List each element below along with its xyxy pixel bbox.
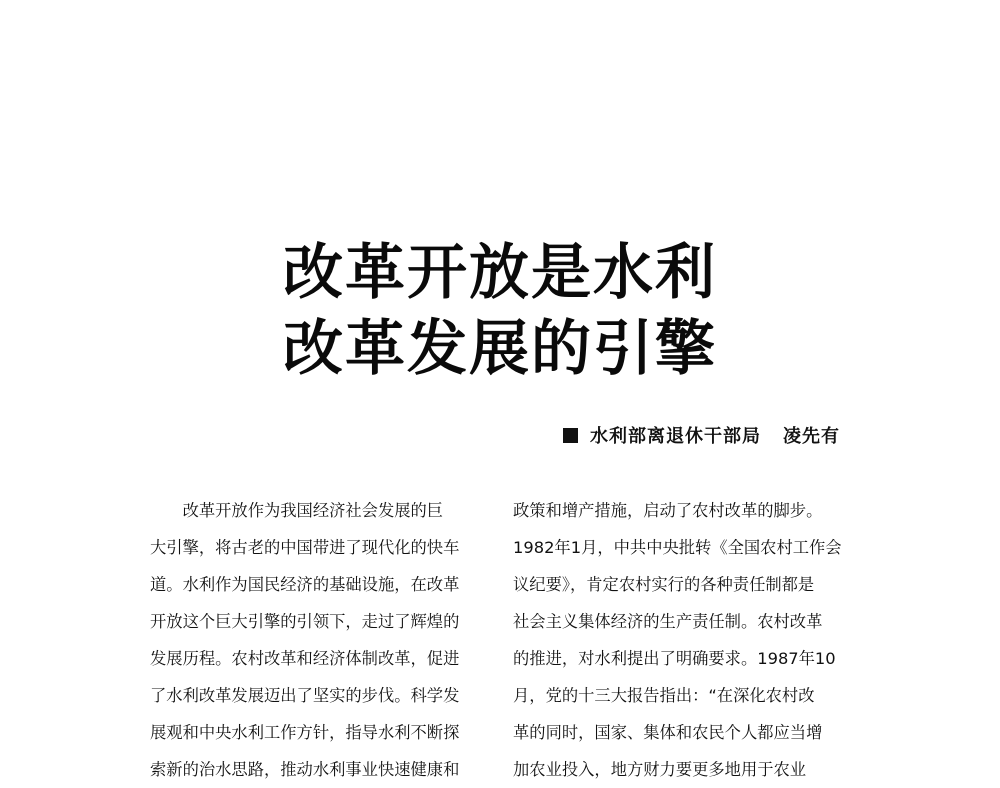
text-line: 展观和中央水利工作方针，指导水利不断探	[150, 723, 460, 742]
text-line: 的推进，对水利提出了明确要求。1987年10	[513, 649, 836, 668]
text-line: 加农业投入，地方财力要更多地用于农业	[513, 760, 807, 779]
article-title-line-2: 改革发展的引擎	[283, 314, 717, 384]
text-line: 革的同时，国家、集体和农民个人都应当增	[513, 723, 823, 742]
byline	[563, 422, 840, 448]
text-line: 了水利改革发展迈出了坚实的步伐。科学发	[150, 686, 460, 705]
text-line: 开放这个巨大引擎的引领下，走过了辉煌的	[150, 612, 460, 631]
text-line: 1982年1月，中共中央批转《全国农村工作会	[513, 538, 842, 557]
text-line: 道。水利作为国民经济的基础设施，在改革	[150, 575, 460, 594]
text-line: 政策和增产措施，启动了农村改革的脚步。	[513, 501, 823, 520]
text-line: 发展历程。农村改革和经济体制改革，促进	[150, 649, 460, 668]
body-column-left	[150, 492, 495, 788]
text-line: 大引擎，将古老的中国带进了现代化的快车	[150, 538, 460, 557]
text-line: 索新的治水思路，推动水利事业快速健康和	[150, 760, 460, 779]
black-square-icon	[563, 428, 578, 443]
text-line: 议纪要》，肯定农村实行的各种责任制都是	[513, 575, 815, 594]
text-line: 改革开放作为我国经济社会发展的巨	[150, 501, 444, 520]
text-line: 月，党的十三大报告指出：“在深化农村改	[513, 686, 815, 705]
text-line: 社会主义集体经济的生产责任制。农村改革	[513, 612, 823, 631]
article-title-line-1: 改革开放是水利	[283, 238, 717, 308]
author-name: 凌先有	[783, 426, 840, 447]
author-department: 水利部离退休干部局	[590, 426, 761, 447]
body-column-right	[513, 492, 858, 788]
